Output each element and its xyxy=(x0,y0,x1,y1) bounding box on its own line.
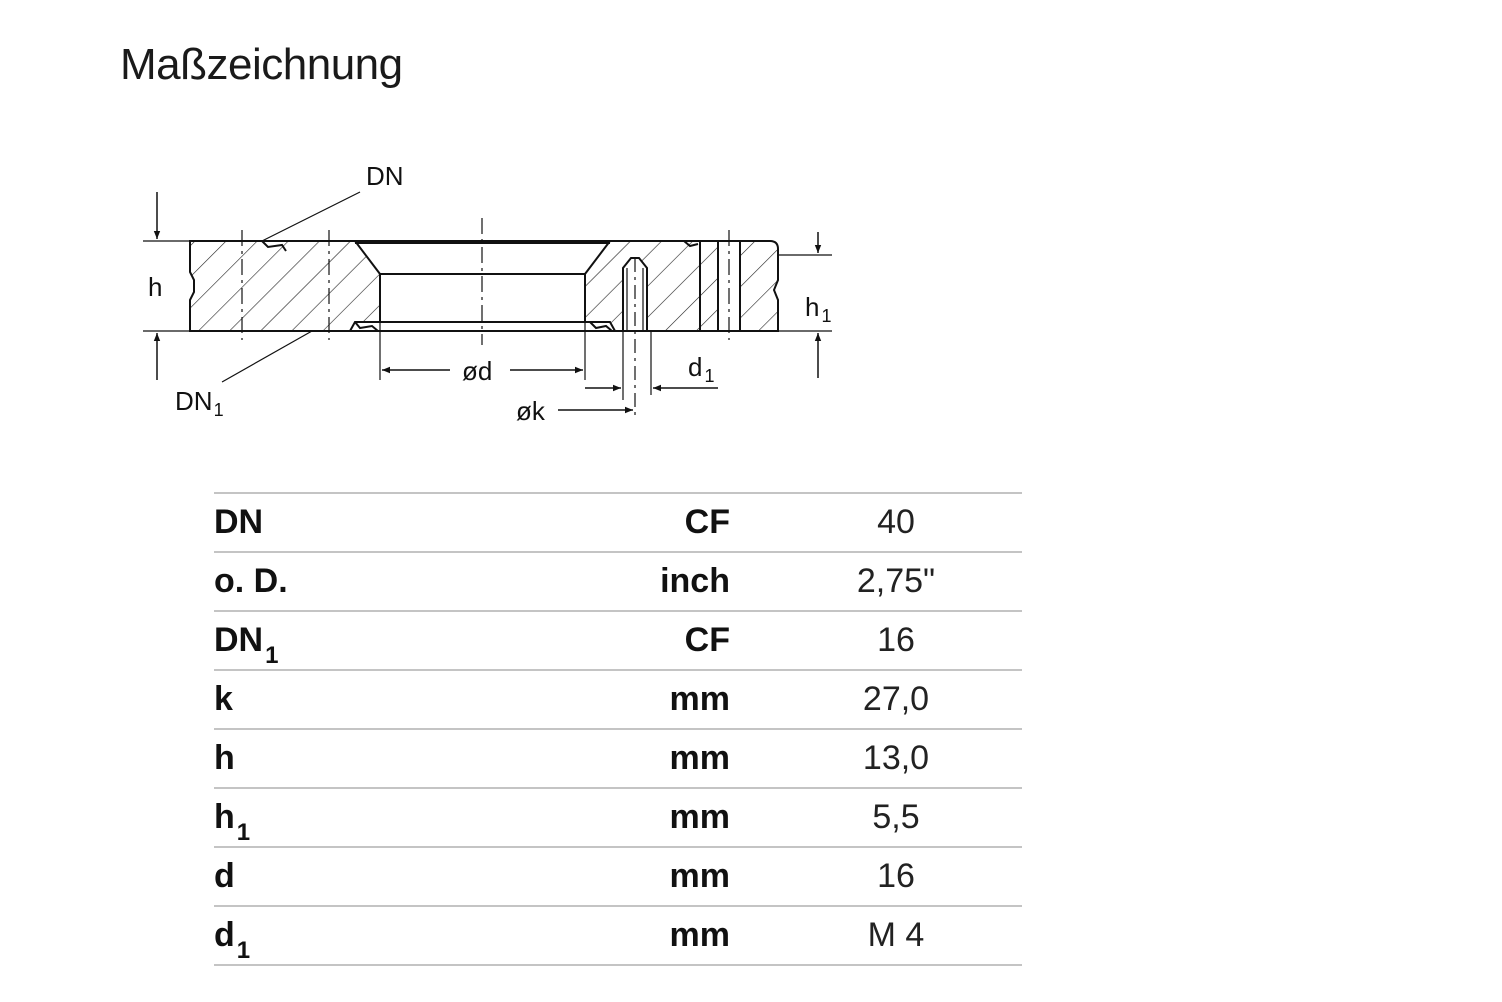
label-d: ød xyxy=(462,356,493,386)
table-row xyxy=(214,788,1022,847)
label-h1: h $_1$ xyxy=(805,292,832,326)
leader-dn1 xyxy=(222,331,312,382)
page-title: Maßzeichnung xyxy=(120,40,403,89)
unit-cell: CF xyxy=(684,503,730,541)
value-cell: 5,5 xyxy=(872,798,920,836)
unit-cell: CF xyxy=(684,621,730,659)
specification-table xyxy=(214,492,1022,966)
param-cell: d xyxy=(214,857,235,895)
unit-cell: mm xyxy=(669,680,730,718)
value-cell: 16 xyxy=(877,621,915,659)
table-row xyxy=(214,670,1022,729)
param-cell: h xyxy=(214,739,235,777)
unit-cell: mm xyxy=(669,739,730,777)
table-row xyxy=(214,906,1022,965)
value-cell: 27,0 xyxy=(862,680,930,718)
unit-cell: mm xyxy=(669,916,730,954)
value-cell: 40 xyxy=(877,503,915,541)
unit-cell: mm xyxy=(669,857,730,895)
tapped-hole xyxy=(623,258,647,420)
label-dn1: $DN_1$ xyxy=(175,386,224,420)
flange-dimension-drawing xyxy=(0,0,900,440)
value-cell: M 4 xyxy=(867,916,925,954)
table-row xyxy=(214,729,1022,788)
param-cell: $h_1$ xyxy=(214,798,251,846)
label-dn: DN xyxy=(366,161,404,191)
table-row xyxy=(214,552,1022,611)
dimension-k xyxy=(558,388,633,410)
leader-dn xyxy=(262,192,360,241)
label-d1: d $_1$ xyxy=(688,352,715,386)
table-row xyxy=(214,847,1022,906)
table-row xyxy=(214,493,1022,552)
param-cell: k xyxy=(214,680,233,718)
value-cell: 2,75" xyxy=(856,562,936,600)
flange-bolt-hole-section xyxy=(700,241,778,331)
value-cell: 16 xyxy=(877,857,915,895)
flange-section-left xyxy=(190,241,380,331)
label-h: h xyxy=(148,272,163,302)
table-row xyxy=(214,611,1022,670)
unit-cell: inch xyxy=(660,562,730,600)
value-cell: 13,0 xyxy=(862,739,930,777)
param-cell: DN xyxy=(214,503,264,541)
param-cell: $d_1$ xyxy=(214,916,251,964)
param-cell: $DN_1$ xyxy=(214,621,279,669)
label-k: øk xyxy=(516,396,545,426)
param-cell: o. D. xyxy=(214,562,288,600)
unit-cell: mm xyxy=(669,798,730,836)
